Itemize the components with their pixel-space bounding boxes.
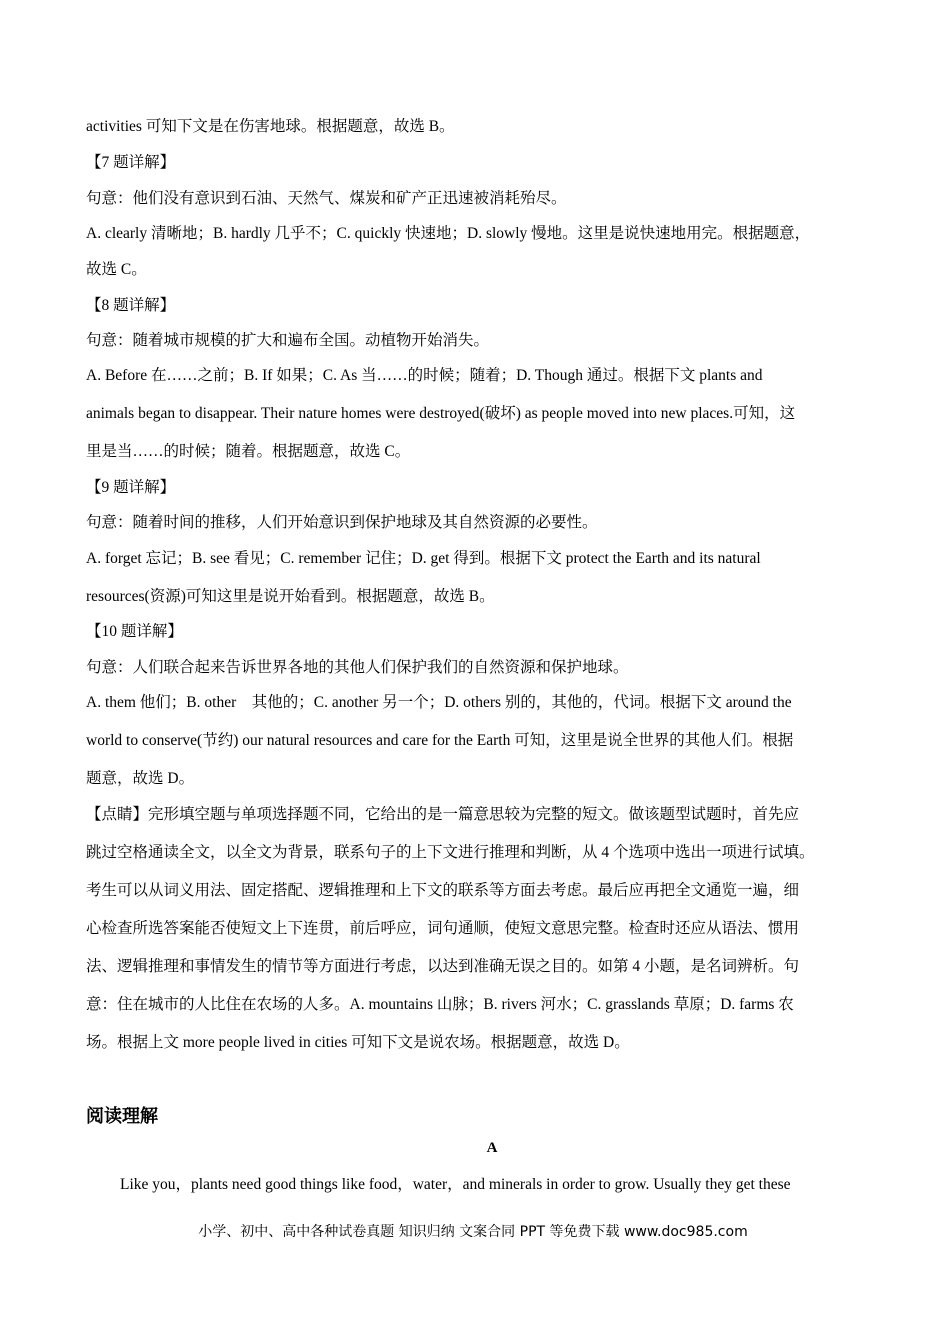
tip-line: 意：住在城市的人比住在农场的人多。A. mountains 山脉；B. rivers 河水；C. grasslands 草原；D. farms 农 <box>86 996 794 1013</box>
question-10-heading: 【10 题详解】 <box>86 623 183 640</box>
passage-text-line: Like you，plants need good things like food，water，and minerals in order to grow. Usually they get these <box>120 1176 791 1193</box>
tip-line: 法、逻辑推理和事情发生的情节等方面进行考虑，以达到准确无误之目的。如第 4 小题，是名词辨析。句 <box>86 958 800 975</box>
text-line: A. them 他们；B. other 其他的；C. another 另一个；D. others 别的，其他的，代词。根据下文 around the <box>86 694 792 711</box>
question-9-heading: 【9 题详解】 <box>86 479 176 496</box>
tip-line: 跳过空格通读全文，以全文为背景，联系句子的上下文进行推理和判断，从 4 个选项中选出一项进行试填。 <box>86 844 815 861</box>
tip-line: 场。根据上文 more people lived in cities 可知下文是说农场。根据题意，故选 D。 <box>86 1034 630 1051</box>
passage-title: A <box>486 1140 498 1156</box>
text-line: activities 可知下文是在伤害地球。根据题意，故选 B。 <box>86 118 455 135</box>
text-line: A. clearly 清晰地；B. hardly 几乎不；C. quickly 快速地；D. slowly 慢地。这里是说快速地用完。根据题意， <box>86 225 811 242</box>
question-8-heading: 【8 题详解】 <box>86 297 176 314</box>
text-line: 故选 C。 <box>86 261 147 278</box>
tip-line: 【点睛】完形填空题与单项选择题不同，它给出的是一篇意思较为完整的短文。做该题型试题时，首先应 <box>86 806 800 823</box>
text-line: 句意：他们没有意识到石油、天然气、煤炭和矿产正迅速被消耗殆尽。 <box>86 190 567 207</box>
text-line: world to conserve(节约) our natural resources and care for the Earth 可知，这里是说全世界的其他人们。根据 <box>86 732 794 749</box>
text-line: A. Before 在……之前；B. If 如果；C. As 当……的时候；随着；D. Though 通过。根据下文 plants and <box>86 367 763 384</box>
text-line: 题意，故选 D。 <box>86 770 195 787</box>
question-7-heading: 【7 题详解】 <box>86 154 176 171</box>
page-footer: 小学、初中、高中各种试卷真题 知识归纳 文案合同 PPT 等免费下载 www.doc985.com <box>198 1224 748 1240</box>
text-line: resources(资源)可知这里是说开始看到。根据题意，故选 B。 <box>86 588 495 605</box>
tip-line: 心检查所选答案能否使短文上下连贯，前后呼应，词句通顺，使短文意思完整。检查时还应从语法、惯用 <box>86 920 800 937</box>
text-line: animals began to disappear. Their nature homes were destroyed(破坏) as people moved into new places.可知，这 <box>86 405 796 422</box>
text-line: 句意：随着城市规模的扩大和遍布全国。动植物开始消失。 <box>86 332 490 349</box>
text-line: A. forget 忘记；B. see 看见；C. remember 记住；D. get 得到。根据下文 protect the Earth and its natural <box>86 550 761 567</box>
text-line: 句意：人们联合起来告诉世界各地的其他人们保护我们的自然资源和保护地球。 <box>86 659 629 676</box>
tip-line: 考生可以从词义用法、固定搭配、逻辑推理和上下文的联系等方面去考虑。最后应再把全文通览一遍，细 <box>86 882 800 899</box>
section-heading: 阅读理解 <box>86 1106 158 1127</box>
text-line: 句意：随着时间的推移，人们开始意识到保护地球及其自然资源的必要性。 <box>86 514 598 531</box>
text-line: 里是当……的时候；随着。根据题意，故选 C。 <box>86 443 411 460</box>
